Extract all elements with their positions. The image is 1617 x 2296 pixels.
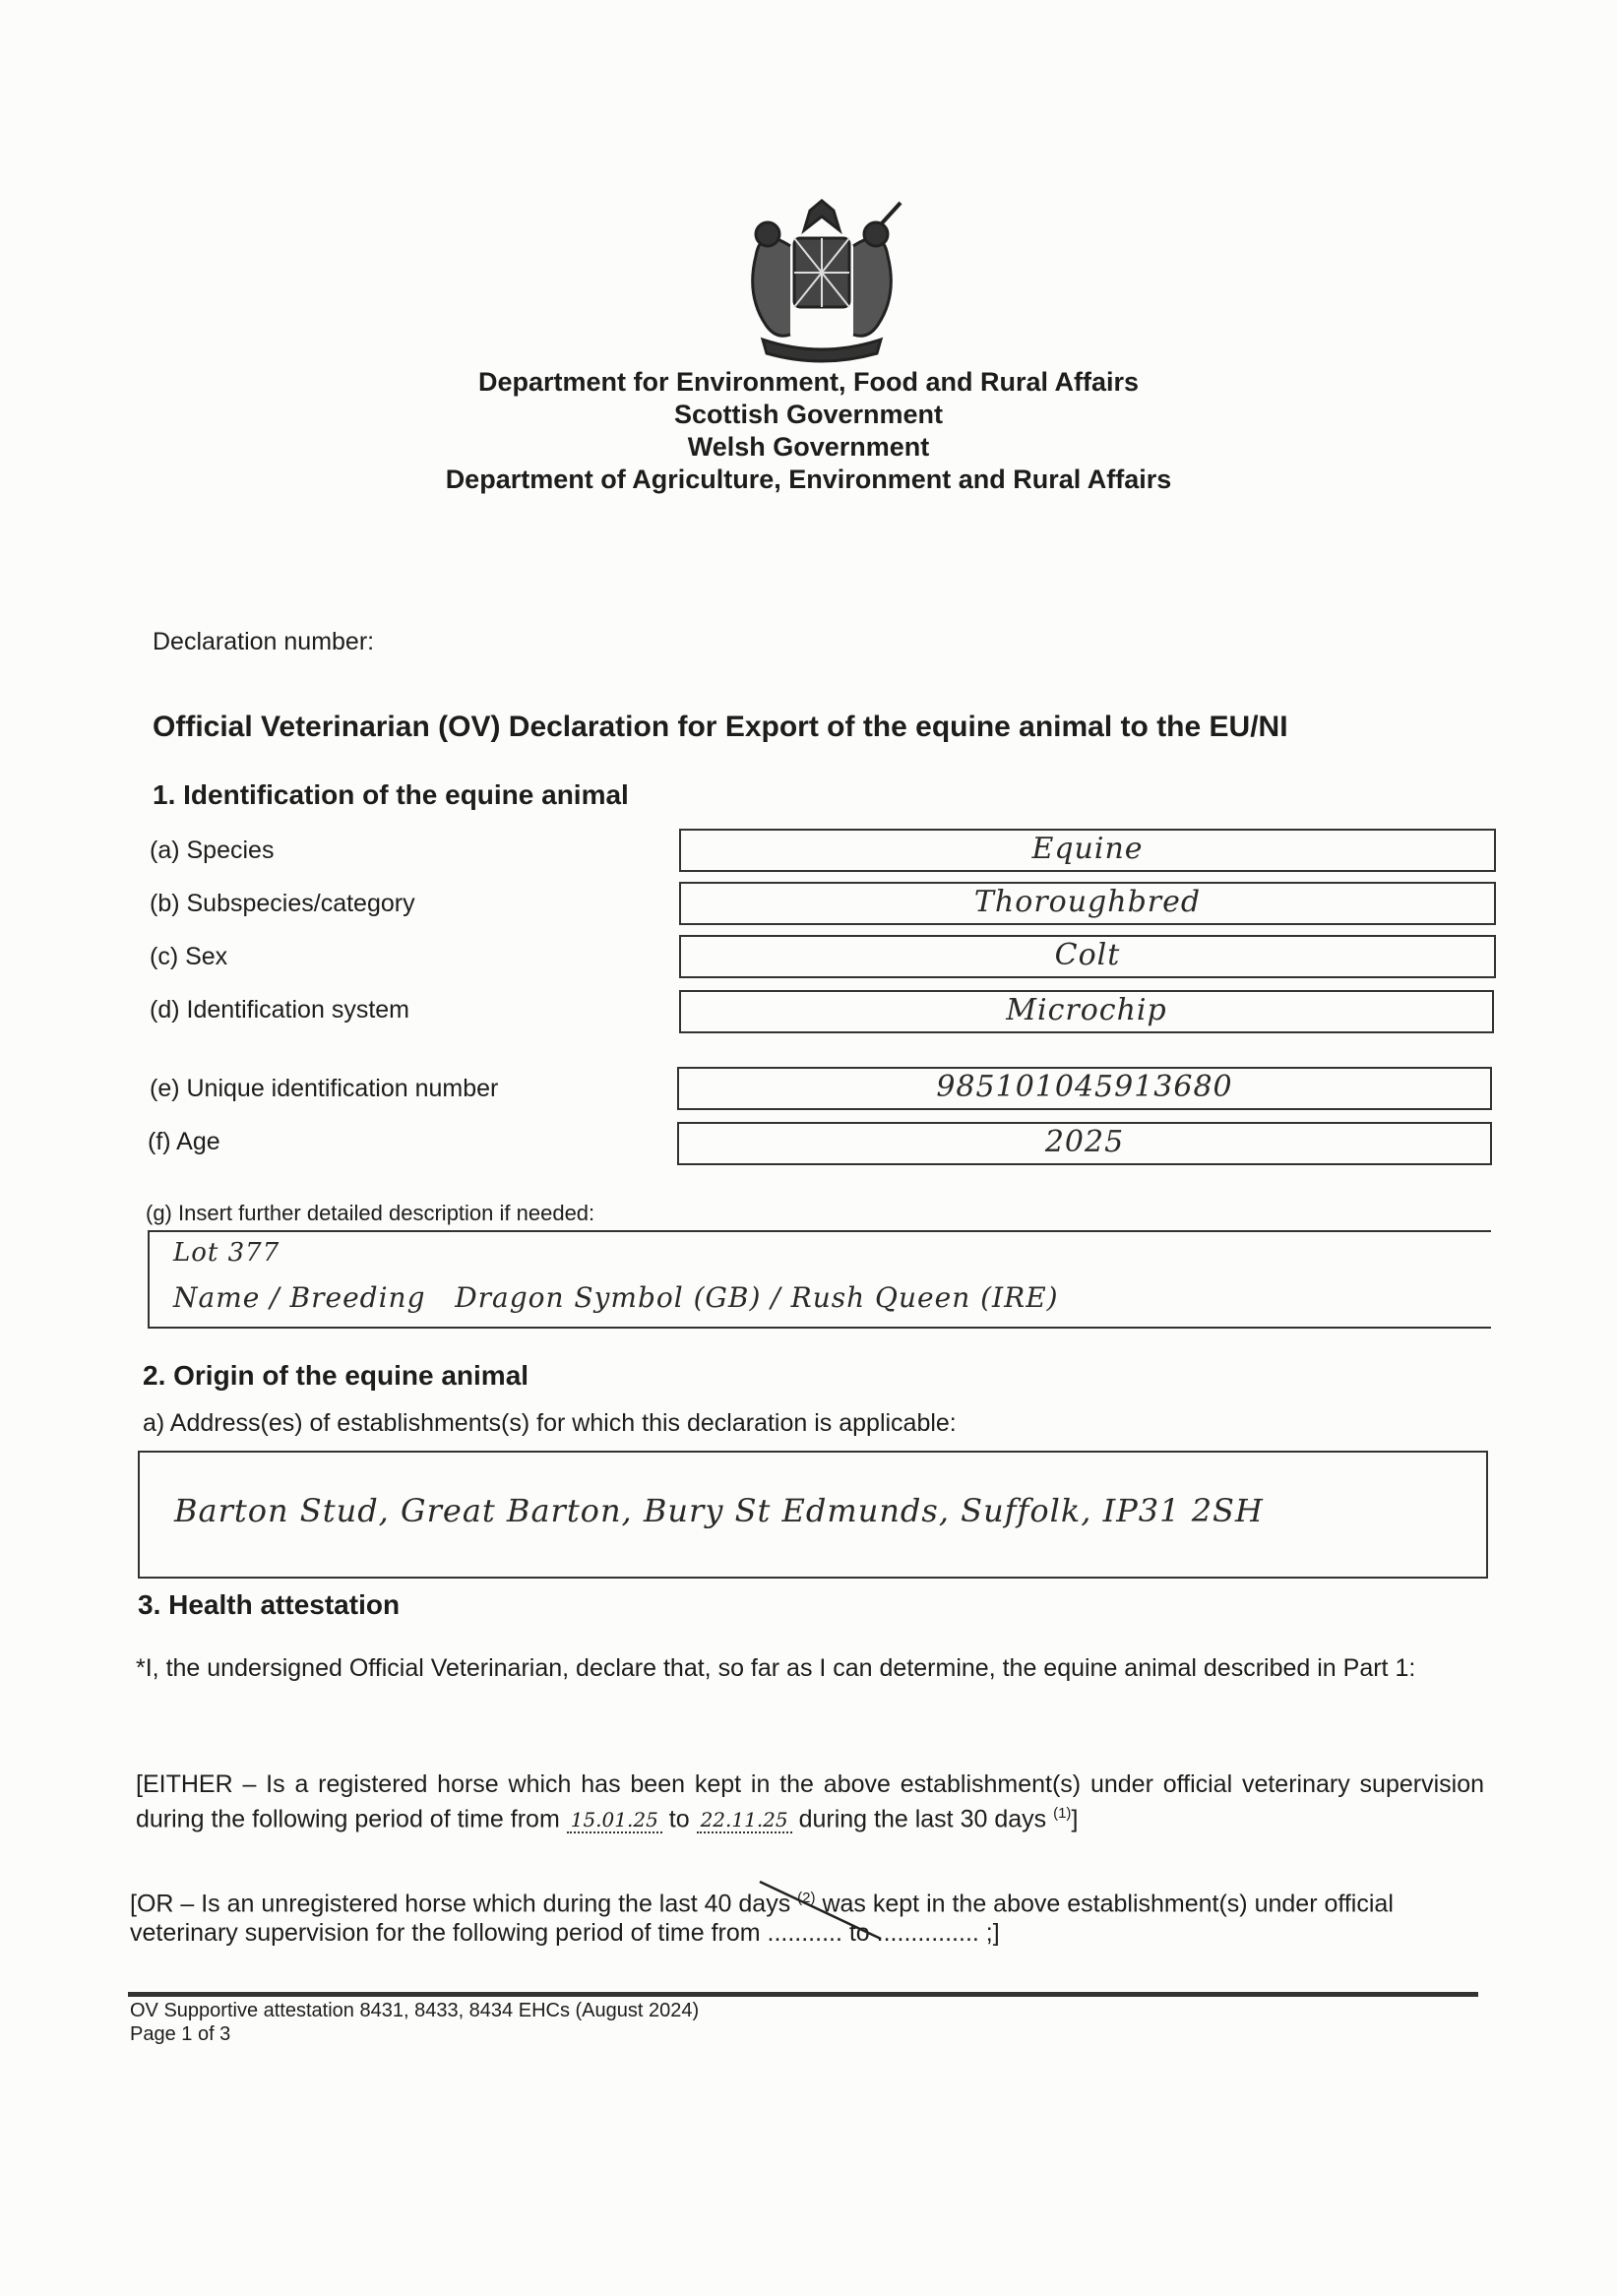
declaration-number-label: Declaration number:: [153, 628, 375, 655]
attestation-intro: *I, the undersigned Official Veterinarian, declare that, so far as I can determine, the equine animal described in Part 1:: [136, 1654, 1416, 1682]
section3-heading: 3. Health attestation: [138, 1589, 401, 1620]
either-text-before: [EITHER – Is a registered horse which has been kept in the above establishment(s) under official veterinary supervision during the following period of time from: [136, 1770, 1484, 1833]
footer-page-number: Page 1 of 3: [130, 2023, 231, 2045]
identification-system-label: (d) Identification system: [150, 996, 409, 1024]
unique-id-label: (e) Unique identification number: [150, 1075, 499, 1102]
description-line-2: Name / Breeding Dragon Symbol (GB) / Rush Queen (IRE): [173, 1281, 1059, 1314]
species-value: Equine: [1031, 832, 1144, 866]
age-value: 2025: [1044, 1125, 1125, 1159]
species-field: [679, 829, 1496, 872]
section2-heading: 2. Origin of the equine animal: [143, 1360, 529, 1391]
subspecies-value: Thoroughbred: [973, 885, 1202, 919]
age-label: (f) Age: [148, 1128, 220, 1155]
identification-system-value: Microchip: [1006, 993, 1167, 1027]
royal-coat-of-arms-icon: [723, 197, 920, 364]
address-box: [138, 1451, 1488, 1579]
identification-system-field: [679, 990, 1494, 1033]
footer-divider: [128, 1992, 1478, 1997]
description-box: [148, 1230, 1491, 1329]
either-to-date: 22.11.25: [697, 1808, 792, 1833]
footer-attestation: OV Supportive attestation 8431, 8433, 8434 EHCs (August 2024): [130, 2000, 700, 2021]
description-line-1: Lot 377: [173, 1238, 280, 1268]
unique-id-value: 985101045913680: [936, 1070, 1233, 1104]
or-text-after: was kept in the above establishment(s) under official veterinary supervision for the following period of time from ........... to ............... ;]: [130, 1890, 1394, 1948]
department-line-3: Welsh Government: [687, 432, 930, 462]
or-text-before: [OR – Is an unregistered horse which during the last 40 days: [130, 1890, 791, 1918]
description-label: (g) Insert further detailed description if needed:: [146, 1201, 595, 1225]
age-field: [677, 1122, 1492, 1165]
either-to-word: to: [668, 1805, 690, 1833]
unique-id-field: [677, 1067, 1492, 1110]
page-title: Official Veterinarian (OV) Declaration for Export of the equine animal to the EU/NI: [153, 711, 1288, 743]
department-line-1: Department for Environment, Food and Rural Affairs: [477, 367, 1140, 397]
either-close: ]: [1071, 1805, 1079, 1833]
sex-field: [679, 935, 1496, 978]
either-from-date: 15.01.25: [567, 1808, 662, 1833]
or-footnote: (2): [797, 1890, 816, 1906]
subspecies-label: (b) Subspecies/category: [150, 890, 415, 917]
either-text-after: during the last 30 days: [798, 1805, 1047, 1833]
species-label: (a) Species: [150, 837, 275, 864]
either-footnote: (1): [1053, 1805, 1072, 1822]
either-clause: [136, 1769, 1484, 1834]
department-line-2: Scottish Government: [673, 400, 944, 429]
section1-heading: 1. Identification of the equine animal: [153, 779, 629, 810]
subspecies-field: [679, 882, 1496, 925]
department-line-4: Department of Agriculture, Environment and Rural Affairs: [445, 465, 1172, 494]
address-label: a) Address(es) of establishments(s) for which this declaration is applicable:: [143, 1409, 957, 1437]
sex-value: Colt: [1054, 938, 1121, 972]
sex-label: (c) Sex: [150, 943, 228, 970]
address-value: Barton Stud, Great Barton, Bury St Edmunds, Suffolk, IP31 2SH: [174, 1492, 1264, 1529]
strike-through-mark: [758, 1878, 886, 1947]
